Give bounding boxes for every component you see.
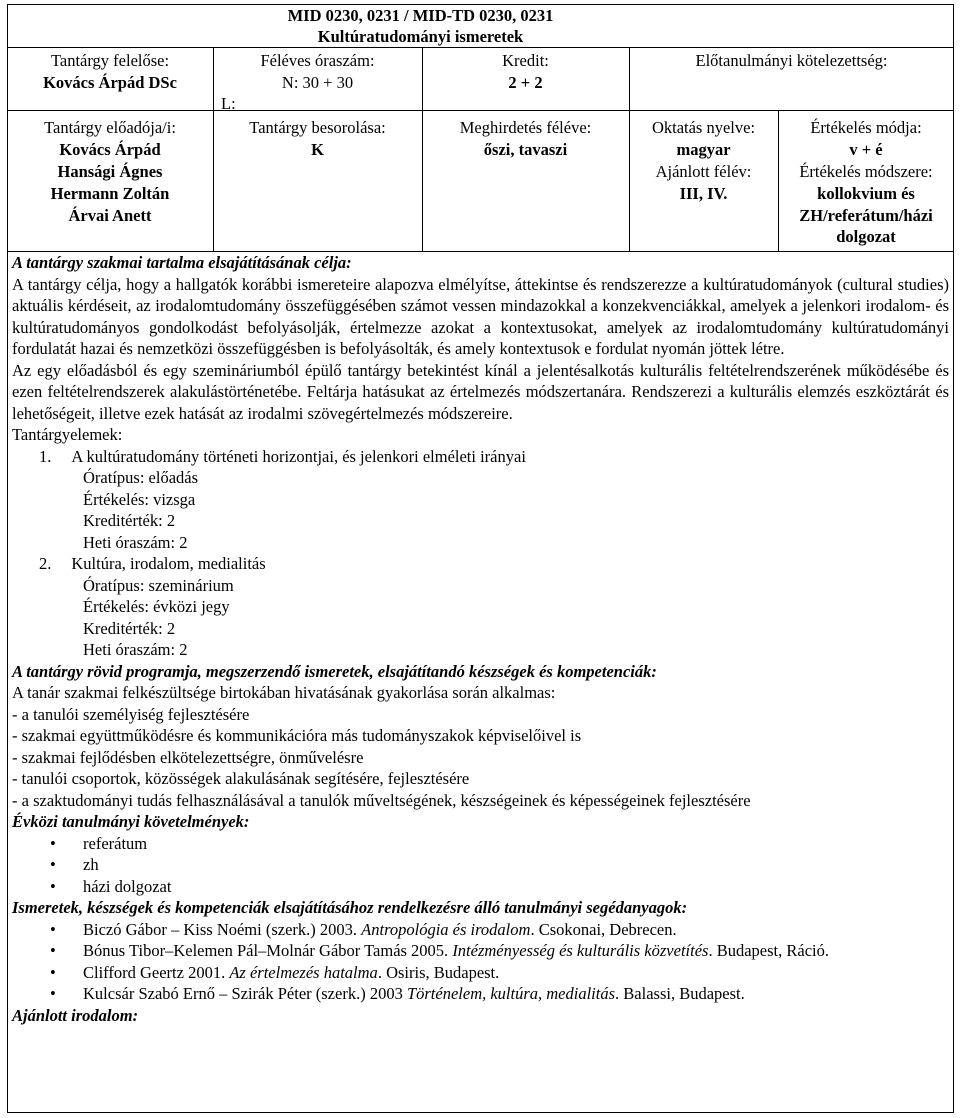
program-intro: A tanár szakmai felkészültsége birtokában hivatásának gyakorlása során alkalmas: bbox=[12, 683, 556, 702]
item-number: 2. bbox=[39, 554, 52, 573]
ref-title: Antropológia és irodalom bbox=[361, 919, 531, 939]
list-item: - a szaktudományi tudás felhasználásával a tanulók műveltségének, készségeinek és képességeinek fejlesztésére bbox=[12, 790, 751, 810]
lecturer-name: Árvai Anett bbox=[68, 206, 152, 225]
course-code: MID 0230, 0231 / MID-TD 0230, 0231 bbox=[287, 6, 554, 25]
hours-value: N: 30 + 30 bbox=[281, 73, 354, 92]
list-item-text: házi dolgozat bbox=[83, 876, 172, 896]
list-item bbox=[12, 983, 949, 1005]
list-item: - tanulói csoportok, közösségek alakulásának segítésére, fejlesztésére bbox=[12, 769, 470, 788]
credit-label: Kredit: bbox=[502, 51, 549, 70]
element-credit: Kreditérték: 2 bbox=[83, 511, 176, 530]
element-hours: Heti óraszám: 2 bbox=[83, 532, 188, 552]
materials-heading: Ismeretek, készségek és kompetenciák elsajátításához rendelkezésre álló tanulmányi segédanyagok: bbox=[12, 898, 688, 917]
list-item: - a tanulói személyiség fejlesztésére bbox=[12, 704, 250, 724]
bullet-icon: • bbox=[50, 984, 56, 1003]
bullet-icon: • bbox=[50, 876, 56, 896]
list-item: - szakmai fejlődésben elkötelezettségre, önművelésre bbox=[12, 747, 364, 767]
assess-mode-value: v + é bbox=[849, 140, 883, 159]
list-item bbox=[12, 446, 949, 468]
element-title: Kultúra, irodalom, medialitás bbox=[71, 554, 266, 573]
ref-title: Történelem, kultúra, medialitás bbox=[406, 984, 616, 1003]
list-item bbox=[12, 553, 949, 575]
bullet-icon: • bbox=[50, 833, 56, 853]
bullet-icon: • bbox=[50, 962, 56, 982]
list-item bbox=[12, 940, 949, 962]
list-item bbox=[12, 876, 949, 898]
element-type: Óratípus: előadás bbox=[83, 468, 199, 487]
element-eval: Értékelés: évközi jegy bbox=[83, 597, 230, 616]
list-item bbox=[12, 833, 949, 855]
elements-list bbox=[12, 446, 949, 661]
ref-title: Intézményesség és kulturális közvetítés bbox=[452, 941, 709, 960]
element-credit: Kreditérték: 2 bbox=[83, 618, 176, 638]
element-eval: Értékelés: vizsga bbox=[83, 489, 196, 509]
list-item: - szakmai együttműködésre és kommunikációra más tudományszakok képviselőivel is bbox=[12, 726, 582, 745]
rec-semester-value: III, IV. bbox=[679, 184, 728, 203]
element-hours: Heti óraszám: 2 bbox=[83, 640, 188, 659]
lecturer-name: Hermann Zoltán bbox=[50, 184, 170, 203]
ref-author: Bónus Tibor–Kelemen Pál–Molnár Gábor Tamás 2005. bbox=[83, 941, 453, 960]
ref-publisher: . Osiris, Budapest. bbox=[377, 962, 500, 982]
ref-author: Biczó Gábor – Kiss Noémi (szerk.) 2003. bbox=[83, 919, 362, 939]
credit-value: 2 + 2 bbox=[508, 73, 543, 92]
semester-label: Meghirdetés féléve: bbox=[459, 118, 592, 137]
goal-heading: A tantárgy szakmai tartalma elsajátításának célja: bbox=[12, 253, 352, 272]
goal-paragraph: A tantárgy célja, hogy a hallgatók korábbi ismereteire alapozva elmélyítse, áttekintse és rendszerezze a kultúratudományok (cultural studies) aktuális kérdéseit, az irodalomtudomány összefüggésében számot vessen mindazokkal a konzekvenciákkal, amelyek a jelenkori irodalom- és kultúratudományos gondolkodást befolyásolják, értelmezze azokat a kontextusokat, amelyek az irodalomtudomány kultúratudományi fordulatát hazai és nemzetközi összefüggésben is befolyásolták, és amely kontextusok e fordulat nyomán jöttek létre. bbox=[12, 274, 949, 358]
prereq-label: Előtanulmányi kötelezettség: bbox=[695, 51, 888, 70]
rec-semester-label: Ajánlott félév: bbox=[655, 162, 752, 181]
ref-publisher: . Budapest, Ráció. bbox=[708, 941, 829, 960]
category-label: Tantárgy besorolása: bbox=[249, 118, 386, 137]
course-title: Kultúratudományi ismeretek bbox=[317, 27, 524, 46]
ref-publisher: . Csokonai, Debrecen. bbox=[530, 919, 677, 939]
course-header bbox=[0, 0, 960, 251]
lecturer-name: Hansági Ágnes bbox=[57, 162, 163, 181]
hours-label: Féléves óraszám: bbox=[260, 51, 375, 70]
program-heading: A tantárgy rövid programja, megszerzendő ismeretek, elsajátítandó készségek és kompetenciák: bbox=[12, 661, 657, 681]
bullet-icon: • bbox=[50, 941, 56, 960]
responsible-label: Tantárgy felelőse: bbox=[50, 51, 170, 70]
ref-title: Az értelmezés hatalma bbox=[229, 962, 378, 982]
list-item bbox=[12, 919, 949, 941]
lecturer-name: Kovács Árpád bbox=[59, 140, 161, 159]
semester-value: őszi, tavaszi bbox=[483, 140, 568, 159]
ref-publisher: . Balassi, Budapest. bbox=[615, 984, 745, 1003]
list-item-text: zh bbox=[83, 855, 99, 874]
responsible-name: Kovács Árpád DSc bbox=[43, 73, 177, 92]
course-body bbox=[7, 251, 954, 1113]
element-type: Óratípus: szeminárium bbox=[83, 575, 234, 595]
language-label: Oktatás nyelve: bbox=[651, 118, 756, 137]
ref-author: Kulcsár Szabó Ernő – Szirák Péter (szerk.) 2003 bbox=[83, 984, 407, 1003]
goal-paragraph: Az egy előadásból és egy szemináriumból épülő tantárgy betekintést kínál a jelentésalkotás kulturális feltételrendszerének működésébe és ezen feltételrendszerek alakulástörténetébe. Feltárja hatásukat az értelmezés módszertanára. Rendszerezi a kulturális elemzés eszköztárát és lehetőségeit, illetve ezek hatását az irodalmi szövegértelmezés módszereire. bbox=[12, 360, 949, 423]
divider bbox=[7, 110, 954, 111]
assess-method-value: kollokvium és ZH/referátum/házi dolgozat bbox=[799, 184, 933, 246]
requirements-heading: Évközi tanulmányi követelmények: bbox=[12, 812, 250, 831]
list-item bbox=[12, 854, 949, 876]
list-item-text: referátum bbox=[83, 833, 148, 853]
item-number: 1. bbox=[39, 446, 52, 466]
assess-mode-label: Értékelés módja: bbox=[810, 118, 922, 137]
assess-method-label: Értékelés módszere: bbox=[799, 162, 933, 181]
elements-label: Tantárgyelemek: bbox=[12, 425, 123, 444]
bullet-icon: • bbox=[50, 855, 56, 874]
element-title: A kultúratudomány történeti horizontjai, és jelenkori elméleti irányai bbox=[71, 446, 526, 466]
hours-l: L: bbox=[221, 94, 236, 113]
language-value: magyar bbox=[676, 140, 731, 159]
recommended-heading: Ajánlott irodalom: bbox=[12, 1005, 139, 1025]
category-value: K bbox=[311, 140, 324, 159]
ref-author: Clifford Geertz 2001. bbox=[83, 962, 230, 982]
bullet-icon: • bbox=[50, 919, 56, 939]
list-item bbox=[12, 962, 949, 984]
lecturer-label: Tantárgy előadója/i: bbox=[44, 118, 176, 137]
